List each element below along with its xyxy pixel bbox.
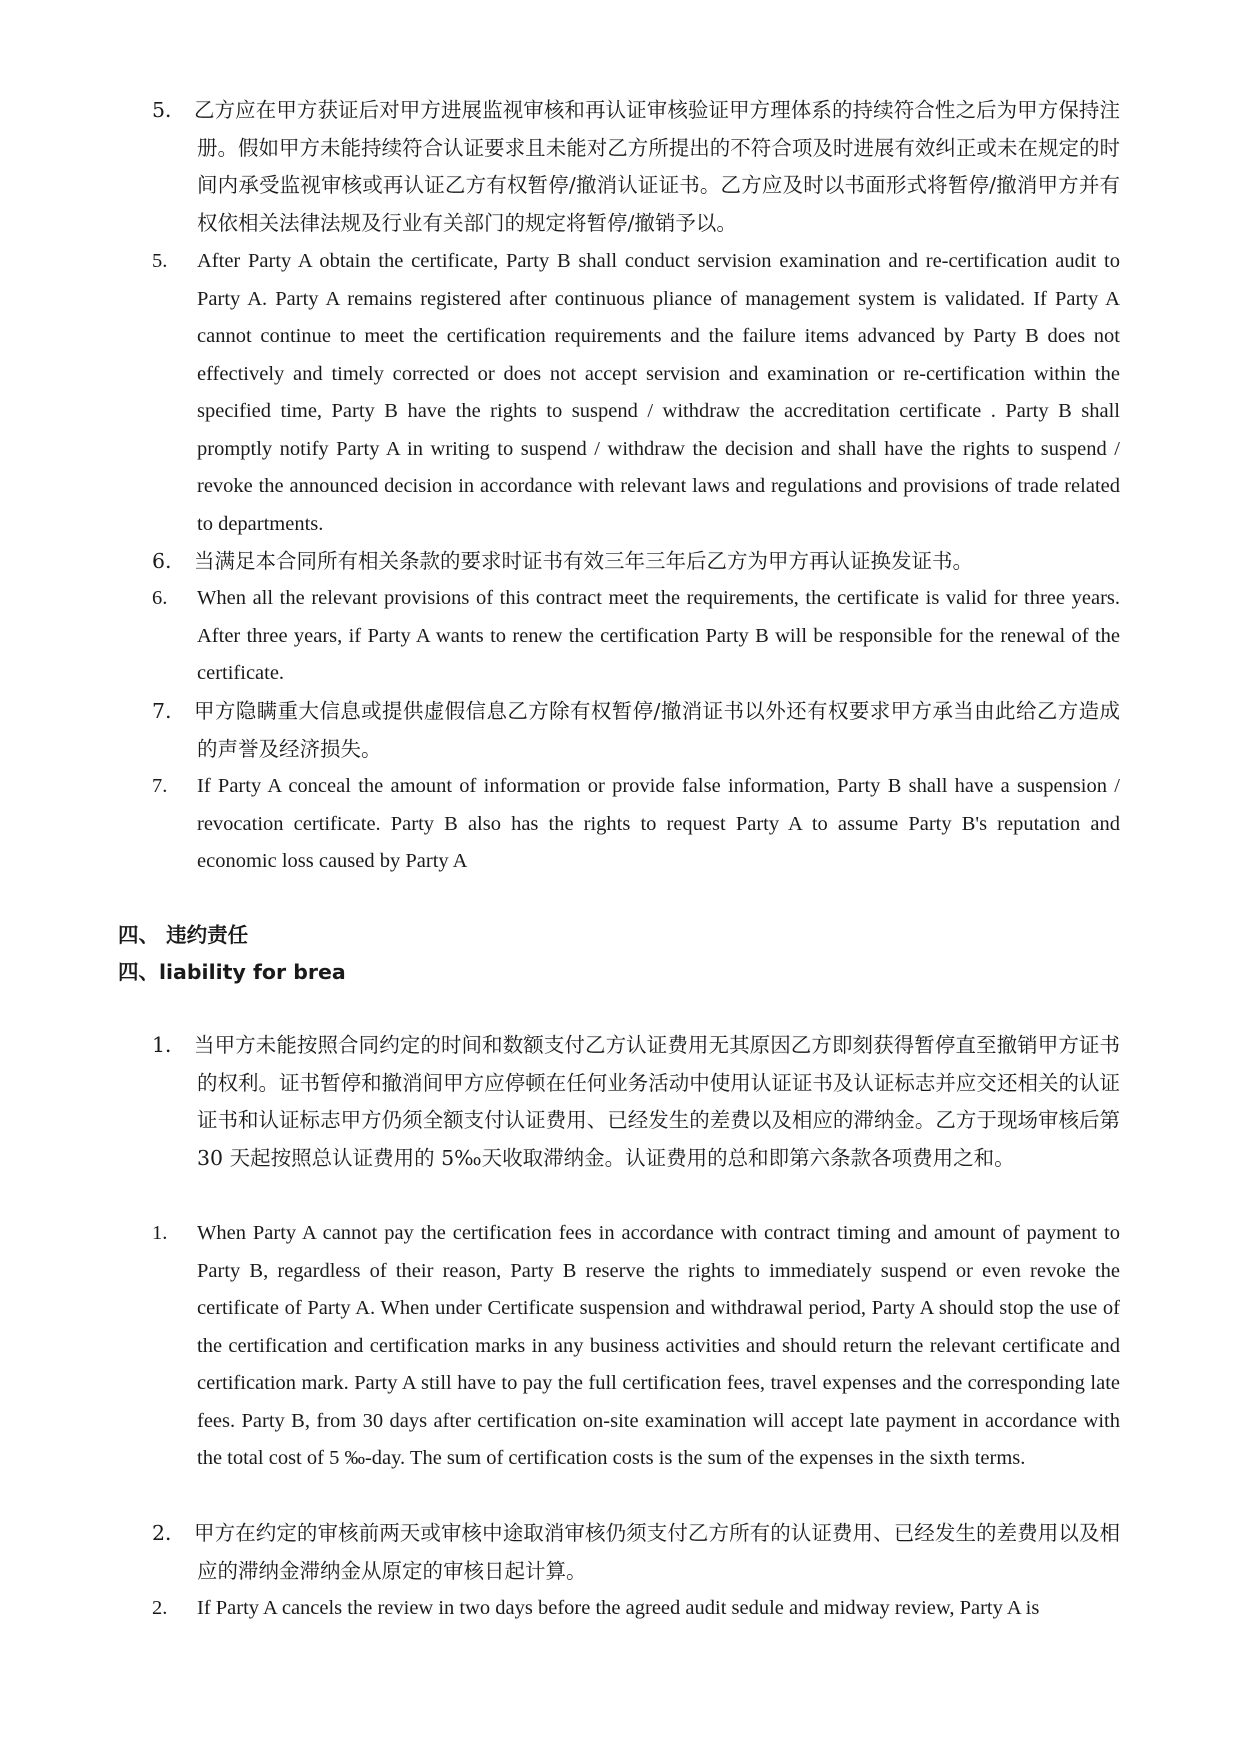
clause-text: If Party A conceal the amount of information or provide false information, Party B shall have a suspension / revocation certificate. Party B also has the rights to request Party A to assume Party B's reputation and economic loss caused by Party A <box>197 775 1120 872</box>
liability-clause-1-zh <box>152 1027 1120 1177</box>
clause-text: 当甲方未能按照合同约定的时间和数额支付乙方认证费用无其原因乙方即刻获得暂停直至撤销甲方证书的权利。证书暂停和撤消间甲方应停顿在任何业务活动中使用认证证书及认证标志并应交还相关的认证证书和认证标志甲方仍须全额支付认证费用、已经发生的差费以及相应的滞纳金。乙方于现场审核后第 30 天起按照总认证费用的 5‰天收取滞纳金。认证费用的总和即第六条款各项费用之和。 <box>194 1033 1120 1170</box>
clause-number: 1. <box>152 1222 168 1244</box>
clause-text: 甲方隐瞒重大信息或提供虚假信息乙方除有权暂停/撤消证书以外还有权要求甲方承当由此给乙方造成的声誉及经济损失。 <box>194 699 1120 761</box>
clause-6-en <box>152 580 1120 693</box>
clause-number: 7. <box>152 775 168 797</box>
clause-text: After Party A obtain the certificate, Party B shall conduct servision examination and re-certification audit to Party A. Party A remains registered after continuous pliance of management system is validated. If Party A cannot continue to meet the certification requirements and the failure items advanced by Party B does not effectively and timely corrected or does not accept servision and examination or re-certification within the specified time, Party B have the rights to suspend / withdraw the accreditation certificate . Party B shall promptly notify Party A in writing to suspend / withdraw the decision and shall have the rights to suspend / revoke the announced decision in accordance with relevant laws and regulations and provisions of trade related to departments. <box>197 250 1120 535</box>
clause-number: 5. <box>152 250 168 272</box>
clause-number: 6. <box>152 549 172 573</box>
clause-5-zh <box>152 92 1120 242</box>
section-heading-en: 四、liability for brea <box>118 960 346 984</box>
clause-text: 甲方在约定的审核前两天或审核中途取消审核仍须支付乙方所有的认证费用、已经发生的差费用以及相应的滞纳金滞纳金从原定的审核日起计算。 <box>194 1521 1120 1583</box>
clause-text: When Party A cannot pay the certification fees in accordance with contract timing and amount of payment to Party B, regardless of their reason, Party B reserve the rights to immediately suspend or even revoke the certificate of Party A. When under Certificate suspension and withdrawal period, Party A should stop the use of the certification and certification marks in any business activities and should return the relevant certificate and certification mark. Party A still have to pay the full certification fees, travel expenses and the corresponding late fees. Party B, from 30 days after certification on-site examination will accept late payment in accordance with the total cost of 5 ‰-day. The sum of certification costs is the sum of the expenses in the sixth terms. <box>197 1222 1120 1469</box>
clause-number: 2. <box>152 1597 168 1619</box>
clause-7-en <box>152 768 1120 881</box>
clause-text: 当满足本合同所有相关条款的要求时证书有效三年三年后乙方为甲方再认证换发证书。 <box>194 549 973 573</box>
clause-text: 乙方应在甲方获证后对甲方进展监视审核和再认证审核验证甲方理体系的持续符合性之后为甲方保持注册。假如甲方未能持续符合认证要求且未能对乙方所提出的不符合项及时进展有效纠正或未在规定的时间内承受监视审核或再认证乙方有权暂停/撤消认证证书。乙方应及时以书面形式将暂停/撤消甲方并有权依相关法律法规及行业有关部门的规定将暂停/撤销予以。 <box>194 98 1120 235</box>
clause-text: If Party A cancels the review in two days before the agreed audit sedule and midway review, Party A is <box>197 1597 1040 1619</box>
liability-clause-2-en <box>152 1590 1120 1628</box>
clause-text: When all the relevant provisions of this contract meet the requirements, the certificate is valid for three years. After three years, if Party A wants to renew the certification Party B will be responsible for the renewal of the certificate. <box>197 587 1120 684</box>
clause-5-en <box>152 243 1120 543</box>
clause-number: 1． <box>152 1033 186 1057</box>
section-heading-zh: 四、 违约责任 <box>118 923 249 947</box>
clause-number: 6. <box>152 587 168 609</box>
clause-6-zh <box>152 543 1120 581</box>
clause-number: 2． <box>152 1521 186 1545</box>
clause-number: 5． <box>152 98 186 122</box>
clause-7-zh <box>152 693 1120 768</box>
liability-clause-1-en <box>152 1215 1120 1478</box>
liability-clause-2-zh <box>152 1515 1120 1590</box>
clause-number: 7. <box>152 699 172 723</box>
